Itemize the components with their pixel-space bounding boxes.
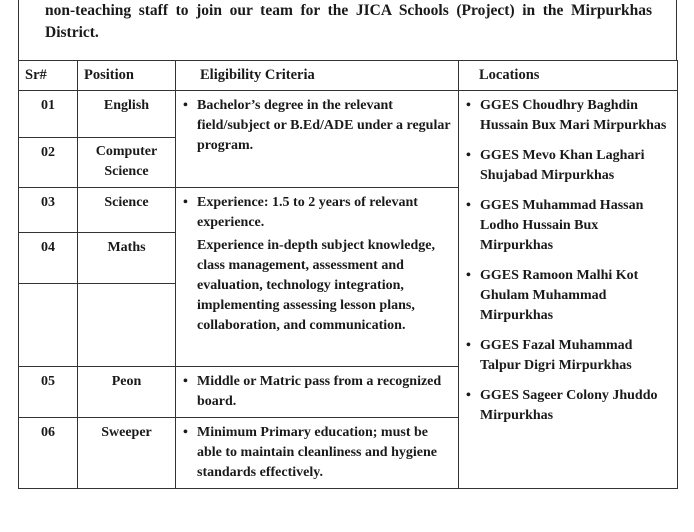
criteria-sweeper-cell xyxy=(176,418,459,489)
intro-box xyxy=(18,0,677,60)
row-01-position: English xyxy=(78,91,176,138)
header-position: Position xyxy=(78,61,176,91)
row-06-sr: 06 xyxy=(19,418,78,489)
criteria-peon-cell xyxy=(176,367,459,418)
row-03-position: Science xyxy=(78,188,176,233)
location-item: • GGES Mevo Khan Laghari Shujabad Mirpurkhas xyxy=(465,146,671,186)
blank-position-cell xyxy=(78,284,176,367)
locations-list xyxy=(465,96,671,426)
header-criteria: Eligibility Criteria xyxy=(176,61,459,91)
header-sr: Sr# xyxy=(19,61,78,91)
jobs-table xyxy=(18,60,678,489)
intro-paragraph: non-teaching staff to join our team for the JICA Schools (Project) in the Mirpurkhas District. xyxy=(45,2,652,41)
row-01-sr: 01 xyxy=(19,91,78,138)
criteria-experience-detail: Experience in-depth subject knowledge, class management, assessment and evaluation, technology integration, implementing assessing lesson plans, collaboration, and communication. xyxy=(197,238,435,333)
row-04-position: Maths xyxy=(78,233,176,284)
location-item: • GGES Fazal Muhammad Talpur Digri Mirpurkhas xyxy=(465,336,671,376)
criteria-degree-cell xyxy=(176,91,459,188)
row-04-sr: 04 xyxy=(19,233,78,284)
location-item: • GGES Choudhry Baghdin Hussain Bux Mari Mirpurkhas xyxy=(465,96,671,136)
table-header-row xyxy=(19,61,678,91)
row-05-position: Peon xyxy=(78,367,176,418)
location-item: • GGES Sageer Colony Jhuddo Mirpurkhas xyxy=(465,386,671,426)
location-item: • GGES Ramoon Malhi Kot Ghulam Muhammad Mirpurkhas xyxy=(465,266,671,326)
table-row xyxy=(19,91,678,138)
row-02-sr: 02 xyxy=(19,138,78,188)
blank-sr-cell xyxy=(19,284,78,367)
locations-cell xyxy=(459,91,678,489)
header-locations: Locations xyxy=(459,61,678,91)
row-03-sr: 03 xyxy=(19,188,78,233)
criteria-sweeper: • Minimum Primary education; must be able to maintain cleanliness and hygiene standards effectively. xyxy=(182,423,452,483)
row-02-position: Computer Science xyxy=(78,138,176,188)
criteria-experience-cell xyxy=(176,188,459,367)
row-06-position: Sweeper xyxy=(78,418,176,489)
criteria-experience: • Experience: 1.5 to 2 years of relevant experience. xyxy=(182,193,452,233)
criteria-peon: • Middle or Matric pass from a recognized board. xyxy=(182,372,452,412)
criteria-degree: • Bachelor’s degree in the relevant field/subject or B.Ed/ADE under a regular program. xyxy=(182,96,452,156)
row-05-sr: 05 xyxy=(19,367,78,418)
location-item: • GGES Muhammad Hassan Lodho Hussain Bux Mirpurkhas xyxy=(465,196,671,256)
